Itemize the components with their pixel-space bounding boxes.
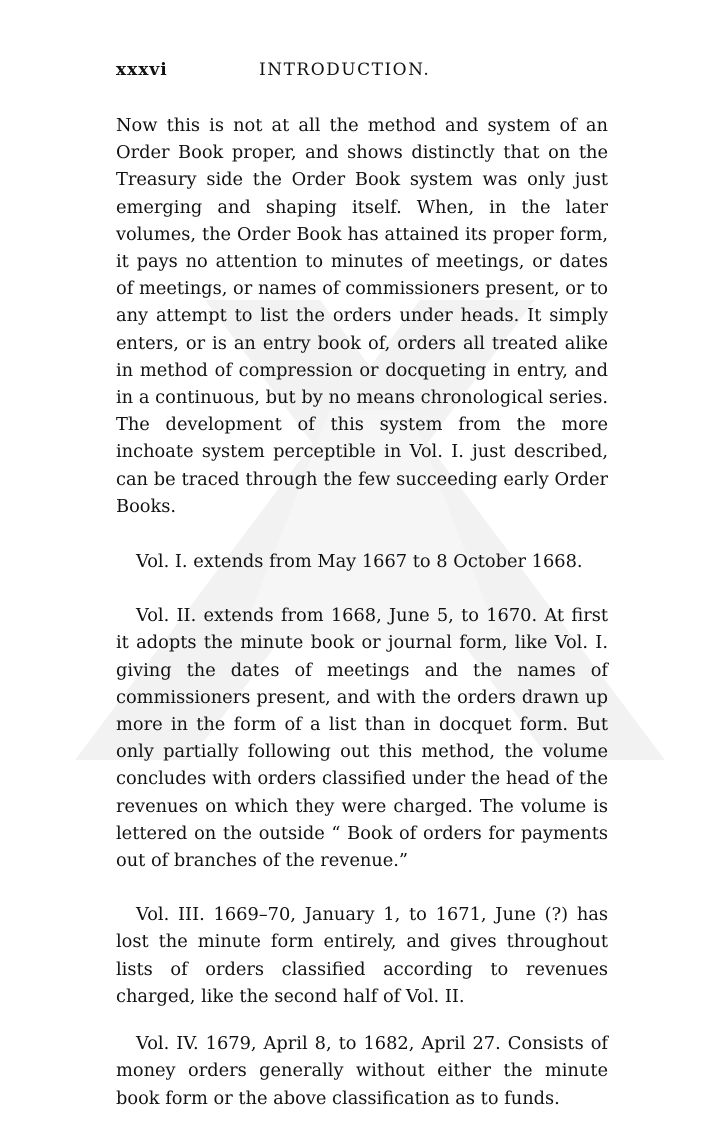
- paragraph-vol-2: Vol. II. extends from 1668, June 5, to 1670. At first it adopts the minute book or journal form, like Vol. I. giving the dates of meetings and the names of commissioners present, and with the orders drawn up more in the form of a list than in docquet form. But only partially following out this method, the volume concludes with orders classified under the head of the revenues on which they were charged. The volume is lettered on the outside “ Book of orders for payments out of branches of the revenue.”: [116, 605, 608, 872]
- paragraph-vol-1: Vol. I. extends from May 1667 to 8 October 1668.: [136, 551, 583, 573]
- paragraph-vol-3: Vol. III. 1669–70, January 1, to 1671, June (?) has lost the minute form entirely, and gives throughout lists of orders classified according to revenues charged, like the second half of Vol. II.: [116, 904, 608, 1007]
- page-number: xxxvi: [116, 60, 168, 80]
- body-text: [116, 112, 608, 1112]
- paragraph-vol-4: Vol. IV. 1679, April 8, to 1682, April 27. Consists of money orders generally without either the minute book form or the above classification as to funds.: [116, 1033, 608, 1109]
- paragraph-order-book-method: Now this is not at all the method and system of an Order Book proper, and shows distinctly that on the Treasury side the Order Book system was only just emerging and shaping itself. When, in the later volumes, the Order Book has attained its proper form, it pays no attention to minutes of meetings, or dates of meetings, or names of commissioners present, or to any attempt to list the orders under heads. It simply enters, or is an entry book of, orders all treated alike in method of compression or docqueting in entry, and in a continuous, but by no means chronological series. The development of this system from the more inchoate system perceptible in Vol. I. just described, can be traced through the few succeeding early Order Books.: [116, 115, 608, 517]
- running-title: INTRODUCTION.: [259, 60, 431, 80]
- running-head: [116, 60, 608, 88]
